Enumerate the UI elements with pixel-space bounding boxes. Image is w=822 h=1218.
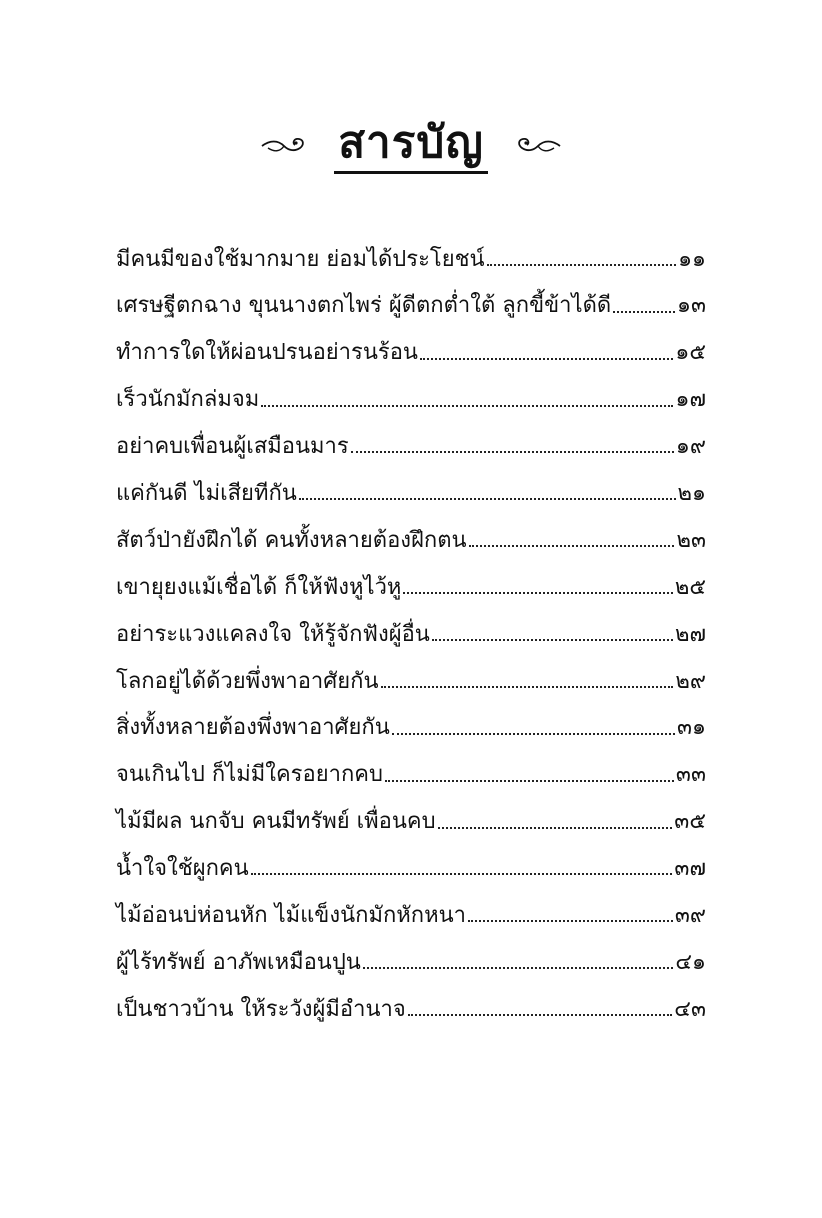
toc-entry-page-number: ๑๙: [675, 434, 706, 460]
toc-entry-title: โลกอยู่ได้ด้วยพึ่งพาอาศัยกัน: [116, 668, 379, 694]
dot-leader: [468, 914, 673, 922]
toc-entry: [116, 648, 706, 695]
dot-leader: [438, 821, 673, 829]
toc-entry-title: สัตว์ป่ายังฝึกได้ คนทั้งหลายต้องฝึกตน: [116, 527, 467, 553]
dot-leader: [385, 774, 674, 782]
dot-leader: [363, 961, 674, 969]
dot-leader: [408, 1008, 673, 1016]
toc-entry: [116, 695, 706, 742]
toc-entry: [116, 554, 706, 601]
toc-entry: [116, 273, 706, 320]
toc-entry-page-number: ๑๑: [678, 246, 706, 272]
toc-entry-title: อย่าคบเพื่อนผู้เสมือนมาร: [116, 434, 349, 460]
dot-leader: [351, 445, 674, 453]
toc-entry-title: ทำการใดให้ผ่อนปรนอย่ารนร้อน: [116, 340, 418, 366]
dot-leader: [299, 492, 676, 500]
toc-entry-title: ไม้มีผล นกจับ คนมีทรัพย์ เพื่อนคบ: [116, 809, 436, 835]
toc-entry: [116, 789, 706, 836]
toc-entry-title: อย่าระแวงแคลงใจ ให้รู้จักฟังผู้อื่น: [116, 621, 430, 647]
toc-entry-title: ไม้อ่อนบ่ห่อนหัก ไม้แข็งนักมักหักหนา: [116, 902, 466, 928]
dot-leader: [432, 633, 673, 641]
toc-entry-title: น้ำใจใช้ผูกคน: [116, 856, 249, 882]
toc-entry: [116, 882, 706, 929]
toc-entry-title: จนเกินไป ก็ไม่มีใครอยากคบ: [116, 762, 383, 788]
toc-entry: [116, 414, 706, 461]
toc-entry-page-number: ๑๕: [675, 340, 706, 366]
toc-entry: [116, 507, 706, 554]
title-block: [0, 118, 822, 174]
toc-entry-page-number: ๓๗: [674, 856, 706, 882]
toc-entry-page-number: ๑๗: [675, 387, 706, 413]
toc-entry: [116, 601, 706, 648]
toc-entry-title: เป็นชาวบ้าน ให้ระวังผู้มีอำนาจ: [116, 996, 406, 1022]
toc-entry-page-number: ๓๕: [674, 809, 706, 835]
dot-leader: [469, 539, 675, 547]
page-title: สารบัญ: [334, 118, 488, 174]
toc-entry: [116, 929, 706, 976]
toc-entry: [116, 367, 706, 414]
left-flourish-icon: [260, 132, 308, 160]
dot-leader: [392, 727, 675, 735]
toc-entry-title: แค่กันดี ไม่เสียทีกัน: [116, 480, 297, 506]
toc-entry-title: ผู้ไร้ทรัพย์ อาภัพเหมือนปูน: [116, 949, 361, 975]
dot-leader: [261, 399, 673, 407]
toc-entry-page-number: ๒๙: [675, 668, 706, 694]
toc-entry-page-number: ๓๙: [674, 902, 706, 928]
dot-leader: [613, 305, 675, 313]
toc-entry-page-number: ๔๑: [675, 949, 706, 975]
table-of-contents: [116, 226, 706, 1023]
toc-entry-title: สิ่งทั้งหลายต้องพึ่งพาอาศัยกัน: [116, 715, 390, 741]
toc-entry: [116, 320, 706, 367]
toc-entry: [116, 836, 706, 883]
toc-entry-title: เขายุยงแม้เชื่อได้ ก็ให้ฟังหูไว้หู: [116, 574, 402, 600]
dot-leader: [381, 680, 674, 688]
dot-leader: [420, 352, 673, 360]
toc-entry-page-number: ๓๓: [675, 762, 706, 788]
toc-entry-page-number: ๒๑: [677, 480, 706, 506]
toc-entry-title: เร็วนักมักล่มจม: [116, 387, 260, 413]
toc-entry-title: เศรษฐีตกฉาง ขุนนางตกไพร่ ผู้ดีตกต่ำใต้ ลูกขี้ข้าได้ดี: [116, 293, 612, 319]
toc-entry-page-number: ๒๕: [674, 574, 706, 600]
dot-leader: [403, 586, 672, 594]
toc-entry: [116, 976, 706, 1023]
toc-entry-title: มีคนมีของใช้มากมาย ย่อมได้ประโยชน์: [116, 246, 485, 272]
right-flourish-icon: [514, 132, 562, 160]
toc-entry: [116, 460, 706, 507]
toc-entry-page-number: ๔๓: [674, 996, 706, 1022]
toc-entry: [116, 226, 706, 273]
toc-entry-page-number: ๑๓: [676, 293, 706, 319]
dot-leader: [251, 867, 673, 875]
toc-entry-page-number: ๒๗: [674, 621, 706, 647]
toc-entry-page-number: ๒๓: [676, 527, 706, 553]
toc-entry: [116, 742, 706, 789]
dot-leader: [487, 258, 676, 266]
toc-entry-page-number: ๓๑: [676, 715, 706, 741]
